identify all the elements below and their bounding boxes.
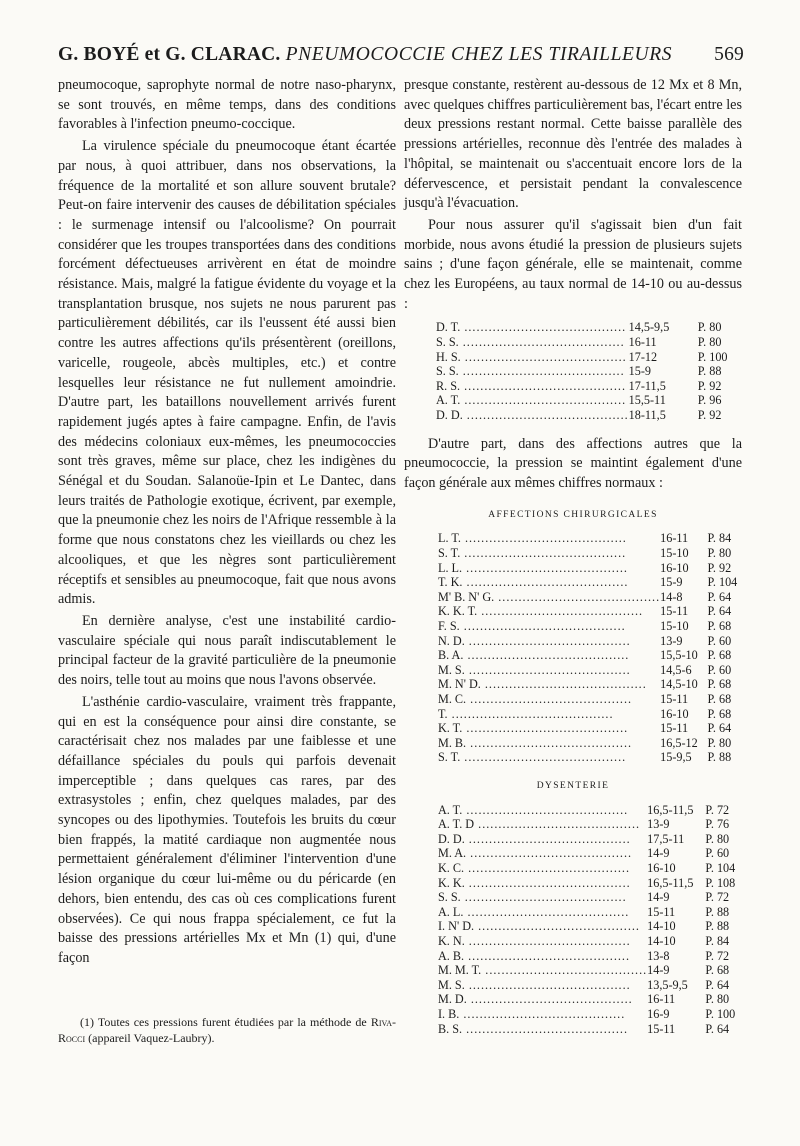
pulse-value: P. 64 <box>707 589 732 604</box>
table-row <box>436 320 742 335</box>
running-header <box>58 44 744 74</box>
subject-initials <box>436 350 629 365</box>
surgical-heading: AFFECTIONS CHIRURGICALES <box>488 509 658 520</box>
dot-leader: ........................................ <box>460 320 627 335</box>
page-number: 569 <box>714 44 744 65</box>
dot-leader: ........................................ <box>464 977 631 992</box>
table-row <box>438 846 742 861</box>
table-row <box>438 803 742 818</box>
dot-leader: ........................................ <box>480 677 647 692</box>
subject-initials <box>438 707 660 722</box>
subject-name: B. A. <box>438 648 464 663</box>
pulse-value: P. 80 <box>697 335 722 350</box>
pulse-value: P. 60 <box>707 662 732 677</box>
pulse-value: P. 68 <box>707 618 732 633</box>
dot-leader: ........................................ <box>460 890 627 905</box>
subject-name: M. M. T. <box>438 963 482 978</box>
subject-initials <box>438 905 647 920</box>
dot-leader: ........................................ <box>462 408 629 422</box>
subject-initials <box>438 575 660 590</box>
subject-name: T. <box>438 706 448 721</box>
pressure-value: 16-10 <box>647 860 676 875</box>
pressure-value: 16-11 <box>660 531 689 546</box>
pulse-value: P. 72 <box>705 802 730 817</box>
dot-leader: ........................................ <box>458 335 625 350</box>
dot-leader: ........................................ <box>464 633 631 648</box>
pressure-value: 14-9 <box>647 890 670 905</box>
table-row <box>438 561 742 576</box>
pressure-value: 16,5-12 <box>660 735 698 750</box>
pressure-value: 17-12 <box>628 349 658 364</box>
pulse-value: P. 80 <box>697 320 722 335</box>
subject-initials <box>438 561 660 576</box>
pulse-value: P. 60 <box>705 846 730 861</box>
subject-initials <box>438 750 660 765</box>
table-row <box>438 949 742 964</box>
subject-name: A. L. <box>438 904 464 919</box>
subject-name: M. C. <box>438 691 467 706</box>
dot-leader: ........................................ <box>447 706 614 721</box>
table-row <box>438 575 742 590</box>
subject-initials <box>438 692 660 707</box>
dot-leader: ........................................ <box>466 691 633 706</box>
subject-initials <box>438 832 647 847</box>
paragraph: La virulence spéciale du pneumocoque étant écartée par nous, à quoi attribuer, dans nos observations, la fréquence de la mortalité et son allure souvent brutale? Peut-on faire intervenir des causes de débilitation spéciales : le surmenage intensif ou l'alcoolisme? On pourrait considérer que les troupes transportées dans des conditions forcément défectueuses arrivèrent en état de moindre résistance. Mais, malgré la fatigue évidente du voyage et la transplantation brusque, nos sujets ne nous parurent pas particulièrement débilités, car ils l'eussent été aussi bien contre les autres affections qu'ils présentèrent (oreillons, varicelle, rougeole, abcès multiples, etc.) et contre lesquelles leur résistance ne fut nullement amoindrie. D'autre part, les bataillons nouvellement arrivés furent rapidement jugés aptes à faire campagne. Enfin, de l'avis des médecins coloniaux eux-mêmes, les pneumococcies sont très graves, même sur place, chez les indigènes du Sénégal et du Soudan. Salanoüe-Ipin et Le Dantec, dans leurs traités de Pathologie exotique, écrivent, par exemple, que la pneumonie chez les noirs de l'Afrique ressemble à la forme que nous constatons chez les vieillards ou chez les alcooliques, et que les nègres sont particulièrement réceptifs et sensibles au pneumocoque, fait que nous avons admis. <box>58 138 396 608</box>
pulse-value: P. 100 <box>697 349 728 364</box>
dot-leader: ........................................ <box>466 846 633 861</box>
subject-initials <box>438 546 660 561</box>
subject-initials <box>438 619 660 634</box>
subject-initials <box>436 364 629 379</box>
pressure-value: 15-9,5 <box>660 750 692 765</box>
pressure-value: 15-9 <box>628 364 652 379</box>
pressure-value: 14-8 <box>660 589 683 604</box>
dot-leader: ........................................ <box>474 817 641 832</box>
subject-name: S. T. <box>438 546 461 560</box>
subject-name: M' B. N' G. <box>438 589 495 604</box>
subject-name: A. B. <box>438 948 465 963</box>
header-authors: G. BOYÉ et G. CLARAC. <box>58 44 281 65</box>
subject-initials <box>438 663 660 678</box>
subject-name: L. L. <box>438 560 463 575</box>
footnote-text-before: (1) Toutes ces pressions furent étudiées par la méthode de <box>80 1015 367 1029</box>
table-row <box>438 817 742 832</box>
subject-name: M. A. <box>438 846 467 861</box>
subject-name: D. D. <box>438 831 465 846</box>
footnote <box>58 1014 396 1046</box>
subject-initials <box>438 803 647 818</box>
subject-name: A. T. <box>438 802 463 817</box>
pulse-value: P. 68 <box>707 648 732 663</box>
pressure-value: 15,5-11 <box>628 393 666 408</box>
pressure-value: 16-10 <box>660 706 689 721</box>
paragraph: pneumocoque, saprophyte normal de notre naso-pharynx, se sont trouvés, en même temps, dans des conditions favorables à l'infection pneumo-coccique. <box>58 77 396 133</box>
dot-leader: ........................................ <box>460 393 627 408</box>
table-row <box>436 350 742 365</box>
dot-leader: ........................................ <box>463 904 630 919</box>
table-row <box>436 335 742 350</box>
subject-initials <box>438 846 647 861</box>
right-column <box>404 76 742 1036</box>
pulse-value: P. 84 <box>707 531 732 546</box>
pulse-value: P. 88 <box>697 364 722 379</box>
footnote-text-after: (appareil Vaquez-Laubry). <box>88 1031 215 1045</box>
dot-leader: ........................................ <box>460 349 627 364</box>
subject-initials <box>438 919 647 934</box>
subject-name: K. C. <box>438 860 465 875</box>
table-row <box>438 832 742 847</box>
pulse-value: P. 92 <box>707 560 732 575</box>
subject-initials <box>436 408 629 423</box>
dot-leader: ........................................ <box>494 589 661 604</box>
dot-leader: ........................................ <box>462 721 629 736</box>
subject-initials <box>438 1022 647 1037</box>
table-row <box>438 634 742 649</box>
pressure-value: 13-9 <box>647 817 670 832</box>
table-row <box>438 1007 742 1022</box>
subject-initials <box>438 721 660 736</box>
pulse-value: P. 68 <box>705 963 730 978</box>
pressure-value: 14-10 <box>647 919 676 934</box>
table-row <box>438 590 742 605</box>
pressure-value: 14,5-10 <box>660 677 698 692</box>
subject-name: A. T. <box>436 393 461 408</box>
subject-initials <box>436 320 629 335</box>
paragraph: L'asthénie cardio-vasculaire, vraiment très frappante, qui en est la conséquence pour ainsi dire constante, se caractérisait chez nos malades par une faiblesse et une défaillance spéciales du pouls qui parfois devenait imperceptible ; dans quelques cas rares, par des extrasystoles ; enfin, chez quelques malades, par des syncopes ou des lipothymies. Toutefois les bruits du cœur bien frappés, la matité cardiaque non augmentée nous permettaient généralement d'éliminer l'intervention d'une lésion organique du cœur lui-même ou du péricarde (en dehors, bien entendu, des cas où ces complications furent observées). Ce qui nous frappa spécialement, ce fut la baisse des pressions artérielles Mx et Mn (1) qui, d'une façon <box>58 693 396 966</box>
table-row <box>438 663 742 678</box>
subject-initials <box>438 604 660 619</box>
pulse-value: P. 64 <box>707 604 732 619</box>
pulse-value: P. 76 <box>705 817 730 832</box>
dot-leader: ........................................ <box>462 802 629 817</box>
dot-leader: ........................................ <box>462 560 628 575</box>
table-row <box>438 692 742 707</box>
pulse-value: P. 88 <box>705 904 730 919</box>
subject-initials <box>438 890 647 905</box>
table-row <box>438 619 742 634</box>
pulse-value: P. 88 <box>707 750 732 765</box>
table-row <box>438 604 742 619</box>
footnote-name: Riva-Rocci <box>58 1015 396 1045</box>
subject-name: K. N. <box>438 933 465 948</box>
dot-leader: ........................................ <box>464 875 631 890</box>
pressure-value: 16-10 <box>660 560 689 575</box>
dot-leader: ........................................ <box>464 933 631 948</box>
dot-leader: ........................................ <box>481 963 648 978</box>
dot-leader: ........................................ <box>462 575 629 590</box>
healthy-subjects-table <box>436 320 742 422</box>
subject-initials <box>438 963 647 978</box>
pressure-value: 14-9 <box>647 846 670 861</box>
subject-name: K. T. <box>438 721 463 736</box>
paragraph: En dernière analyse, c'est une instabilité cardio-vasculaire spéciale qui nous paraît indiscutablement le principal facteur de la gravité particulière de la pneumonie des noirs, telle tout au moins que nous l'avons observée. <box>58 612 396 689</box>
header-title: PNEUMOCOCCIE CHEZ LES TIRAILLEURS <box>285 44 673 65</box>
subject-initials <box>438 949 647 964</box>
subject-name: S. S. <box>436 335 459 350</box>
left-column <box>58 76 396 969</box>
pressure-value: 14-9 <box>647 963 670 978</box>
pulse-value: P. 92 <box>697 408 722 422</box>
subject-name: M. B. <box>438 735 467 750</box>
dot-leader: ........................................ <box>474 919 640 934</box>
pulse-value: P. 72 <box>705 890 730 905</box>
subject-name: M. D. <box>438 992 467 1007</box>
pressure-value: 15-11 <box>660 721 689 736</box>
subject-name: R. S. <box>436 378 461 393</box>
subject-name: M. S. <box>438 977 465 992</box>
subject-initials <box>438 978 647 993</box>
subject-name: N. D. <box>438 633 465 648</box>
pulse-value: P. 80 <box>705 831 730 846</box>
pulse-value: P. 108 <box>705 875 736 890</box>
subject-initials <box>438 861 647 876</box>
pulse-value: P. 100 <box>705 1006 736 1021</box>
table-row <box>436 379 742 394</box>
subject-initials <box>438 677 660 692</box>
pulse-value: P. 72 <box>705 948 730 963</box>
pulse-value: P. 64 <box>707 721 732 736</box>
pressure-value: 15-11 <box>660 691 689 706</box>
pulse-value: P. 68 <box>707 677 732 692</box>
paragraph: D'autre part, dans des affections autres que la pneumococcie, la pression se maintint également d'une façon générale aux mêmes chiffres normaux : <box>404 435 742 491</box>
dot-leader: ........................................ <box>459 618 626 633</box>
pressure-value: 17-11,5 <box>628 378 666 393</box>
table-row <box>436 393 742 408</box>
subject-name: L. T. <box>438 531 461 546</box>
dysentery-table <box>438 803 742 1037</box>
pulse-value: P. 80 <box>707 546 732 560</box>
pressure-value: 15-11 <box>647 904 676 919</box>
pressure-value: 16,5-11,5 <box>647 802 694 817</box>
pulse-value: P. 64 <box>705 1021 730 1036</box>
dot-leader: ........................................ <box>463 648 630 663</box>
subject-name: F. S. <box>438 618 460 633</box>
pressure-value: 16-11 <box>647 992 676 1007</box>
dysentery-heading: DYSENTERIE <box>536 780 610 791</box>
pressure-value: 14,5-6 <box>660 662 692 677</box>
pulse-value: P. 88 <box>705 919 730 934</box>
table-row <box>436 364 742 379</box>
dot-leader: ........................................ <box>464 860 630 875</box>
pressure-value: 14-10 <box>647 933 676 948</box>
pressure-value: 13-8 <box>647 948 670 963</box>
pressure-value: 13,5-9,5 <box>647 977 688 992</box>
pulse-value: P. 104 <box>707 575 738 590</box>
subject-initials <box>436 393 629 408</box>
pressure-value: 16-11 <box>628 335 657 350</box>
dot-leader: ........................................ <box>466 735 633 750</box>
pulse-value: P. 68 <box>707 706 732 721</box>
dot-leader: ........................................ <box>459 1006 626 1021</box>
pressure-value: 16-9 <box>647 1006 670 1021</box>
paragraph: presque constante, restèrent au-dessous de 12 Mx et 8 Mn, avec quelques chiffres particulièrement bas, l'écart entre les deux pressions restant normal. Cette baisse parallèle des pressions artérielles, reconnue dès l'entrée des malades à l'hôpital, se maintenait ou s'accentuait encore lors de la défervescence, et persistait pendant la convalescence jusqu'à l'évacuation. <box>404 77 742 212</box>
pressure-value: 15-11 <box>660 604 689 619</box>
pulse-value: P. 84 <box>705 933 730 948</box>
table-row <box>438 1022 742 1037</box>
table-row <box>438 934 742 949</box>
subject-initials <box>438 634 660 649</box>
subject-name: H. S. <box>436 349 461 364</box>
pressure-value: 14,5-9,5 <box>628 320 670 335</box>
subject-name: S. T. <box>438 750 461 765</box>
pulse-value: P. 96 <box>697 393 722 408</box>
subject-name: D. D. <box>436 408 463 422</box>
table-row <box>438 861 742 876</box>
subject-name: B. S. <box>438 1021 463 1036</box>
subject-name: A. T. D <box>438 817 475 832</box>
table-row <box>438 978 742 993</box>
subject-name: S. S. <box>438 890 461 905</box>
pulse-value: P. 92 <box>697 378 722 393</box>
dot-leader: ........................................ <box>458 364 625 379</box>
subject-initials <box>438 1007 647 1022</box>
table-row <box>438 648 742 663</box>
pulse-value: P. 80 <box>705 992 730 1007</box>
subject-initials <box>438 817 647 832</box>
table-row <box>438 677 742 692</box>
subject-name: T. K. <box>438 575 463 590</box>
pressure-value: 15,5-10 <box>660 648 698 663</box>
pulse-value: P. 80 <box>707 735 732 750</box>
dot-leader: ........................................ <box>464 948 630 963</box>
subject-name: K. K. T. <box>438 604 478 619</box>
subject-initials <box>438 531 660 546</box>
pressure-value: 15-10 <box>660 546 689 560</box>
subject-initials <box>438 736 660 751</box>
table-row <box>438 992 742 1007</box>
pulse-value: P. 60 <box>707 633 732 648</box>
pressure-value: 13-9 <box>660 633 683 648</box>
subject-name: I. N' D. <box>438 919 475 934</box>
table-row <box>438 963 742 978</box>
table-row <box>438 876 742 891</box>
subject-initials <box>438 992 647 1007</box>
table-row <box>438 531 742 546</box>
subject-name: M. S. <box>438 662 465 677</box>
dot-leader: ........................................ <box>466 992 633 1007</box>
subject-initials <box>438 590 660 605</box>
dot-leader: ........................................ <box>460 531 627 546</box>
subject-initials <box>436 335 629 350</box>
subject-initials <box>438 934 647 949</box>
subject-initials <box>438 648 660 663</box>
dot-leader: ........................................ <box>460 546 627 560</box>
table-row <box>438 707 742 722</box>
pressure-value: 17,5-11 <box>647 831 685 846</box>
pulse-value: P. 68 <box>707 691 732 706</box>
dot-leader: ........................................ <box>464 662 631 677</box>
subject-name: K. K. <box>438 875 465 890</box>
table-row <box>438 919 742 934</box>
subject-initials <box>436 379 629 394</box>
surgical-table <box>438 531 742 765</box>
dot-leader: ........................................ <box>460 378 626 393</box>
subject-name: S. S. <box>436 364 459 379</box>
pressure-value: 15-10 <box>660 618 689 633</box>
table-row <box>438 546 742 561</box>
pressure-value: 15-9 <box>660 575 683 590</box>
table-row <box>438 736 742 751</box>
pulse-value: P. 104 <box>705 860 736 875</box>
dot-leader: ........................................ <box>464 831 631 846</box>
dot-leader: ........................................ <box>462 1021 628 1036</box>
subject-name: I. B. <box>438 1006 460 1021</box>
subject-name: D. T. <box>436 320 461 335</box>
table-row <box>438 890 742 905</box>
paragraph: Pour nous assurer qu'il s'agissait bien d'un fait morbide, nous avons étudié la pression de plusieurs sujets sains ; d'une façon générale, elle se maintenait, comme chez les Européens, au taux normal de 14-10 ou au-dessus : <box>404 216 742 312</box>
pressure-value: 16,5-11,5 <box>647 875 694 890</box>
subject-name: M. N' D. <box>438 677 481 692</box>
table-row <box>436 408 742 423</box>
subject-initials <box>438 876 647 891</box>
pulse-value: P. 64 <box>705 977 730 992</box>
dot-leader: ........................................ <box>460 750 627 765</box>
pressure-value: 18-11,5 <box>628 408 666 422</box>
pressure-value: 15-11 <box>647 1021 676 1036</box>
table-row <box>438 905 742 920</box>
dot-leader: ........................................ <box>477 604 644 619</box>
table-row <box>438 721 742 736</box>
table-row <box>438 750 742 765</box>
